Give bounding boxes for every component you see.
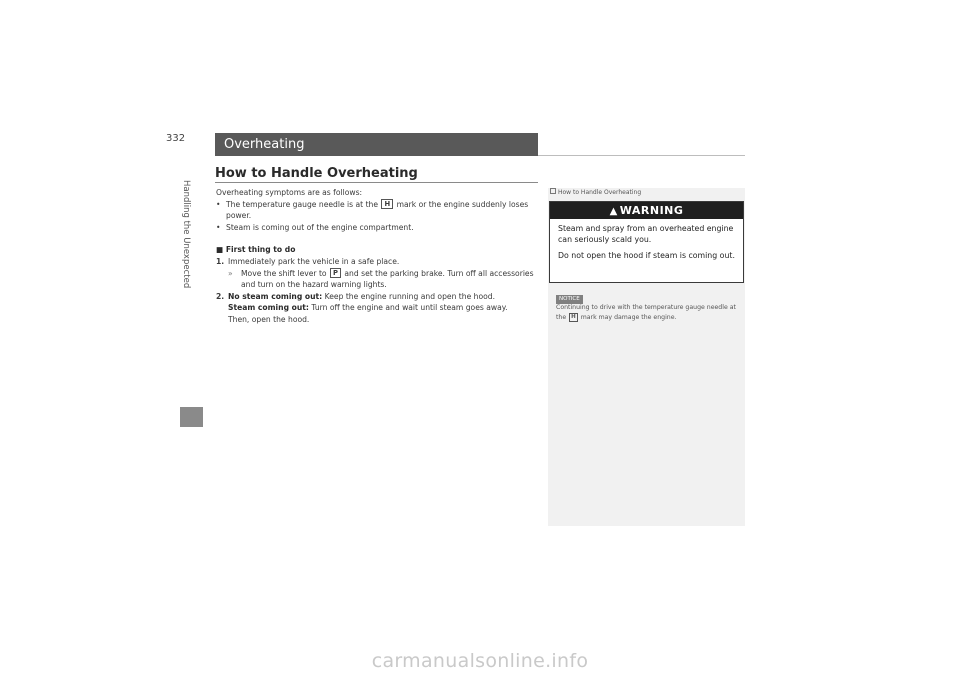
warning-line-2: Do not open the hood if steam is coming out.: [558, 251, 735, 260]
intro-text: Overheating symptoms are as follows:: [216, 188, 363, 197]
chapter-side-label: Handling the Unexpected: [181, 180, 191, 289]
warning-header: [550, 202, 743, 219]
arrow-icon: »: [228, 268, 233, 278]
page-title: How to Handle Overheating: [215, 166, 418, 181]
step-2-text: Keep the engine running and open the hood.: [324, 291, 496, 301]
step-1: [216, 256, 540, 268]
warning-box: [549, 201, 744, 283]
substep-text-start: Move the shift lever to: [241, 268, 327, 278]
subheading: [216, 244, 540, 256]
bullet-mark: •: [216, 222, 221, 232]
symptom-bullet-2: [216, 222, 540, 234]
step-2-alt-text: Turn off the engine and wait until steam goes away.: [311, 303, 508, 313]
step-2-alt: [216, 302, 540, 325]
warning-title: WARNING: [619, 204, 684, 217]
subheading-mark: ■: [216, 245, 224, 255]
side-tab-marker: [180, 407, 203, 427]
body-text: [216, 187, 540, 326]
subheading-text: First thing to do: [225, 245, 296, 255]
banner-rule: [538, 155, 745, 156]
bullet-2-text: Steam is coming out of the engine compartment.: [226, 222, 414, 232]
reference-icon: [550, 188, 556, 194]
step-2: [216, 291, 540, 303]
watermark: carmanualsonline.info: [371, 650, 589, 672]
notice-text: Continuing to drive with the temperature gauge needle at the H mark may damage the engine.: [556, 304, 736, 321]
bullet-1-text-end: mark or the engine suddenly loses power.: [226, 199, 529, 221]
title-rule: [215, 182, 538, 183]
notice-badge: NOTICE: [556, 295, 583, 304]
step-2-alt-text-2: Then, open the hood.: [228, 314, 310, 324]
step-1-substep: [228, 268, 540, 291]
step-2-number: 2.: [216, 291, 225, 301]
side-panel-heading: How to Handle Overheating: [550, 188, 641, 196]
warning-line-1: Steam and spray from an overheated engine can seriously scald you.: [558, 224, 734, 244]
h-mark-key: H: [381, 199, 393, 209]
section-banner: Overheating: [215, 133, 538, 156]
p-position-key: P: [330, 268, 341, 278]
symptom-bullet-1: [216, 199, 540, 222]
substep-text-end: and set the parking brake. Turn off all accessories and turn on the hazard warning lights.: [241, 268, 534, 290]
bullet-mark: •: [216, 199, 221, 209]
warning-triangle-icon: ▲: [609, 206, 618, 217]
bullet-1-text-start: The temperature gauge needle is at the: [226, 199, 379, 209]
h-mark-key: H: [571, 314, 576, 320]
page-number: 332: [166, 133, 186, 144]
step-1-number: 1.: [216, 256, 225, 266]
step-1-text: Immediately park the vehicle in a safe place.: [228, 256, 400, 266]
step-2-alt-label: Steam coming out:: [228, 303, 309, 313]
step-2-label: No steam coming out:: [228, 291, 323, 301]
